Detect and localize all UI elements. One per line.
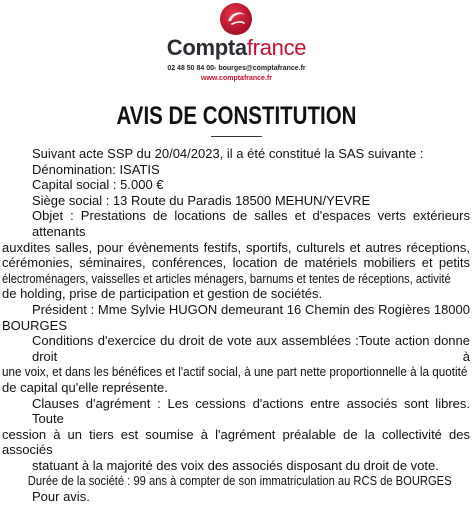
notice-line: BOURGES <box>2 317 68 333</box>
notice-line: Objet : Prestations de locations de salles et d'espaces verts extérieurs attenants <box>32 208 470 239</box>
notice-line: cession à un tiers est soumise à l'agrément préalable de la collectivité des associés <box>2 426 470 458</box>
notice-line: une voix, et dans les bénéfices et l'actif social, à une part nette proportionnelle à la quotité <box>2 364 468 380</box>
notice-line: Conditions d'exercice du droit de vote aux assemblées :Toute action donne droit à <box>32 333 470 364</box>
notice-line: statuant à la majorité des voix des associés disposant du droit de vote. <box>32 457 439 473</box>
notice-line: Durée de la société : 99 ans à compter de son immatriculation au RCS de BOURGES <box>27 473 452 489</box>
notice-line: cérémonies, séminaires, conférences, location de matériels mobiliers et petits <box>2 255 470 271</box>
notice-line: de capital qu'elle représente. <box>2 379 168 395</box>
notice-title: AVIS DE CONSTITUTION <box>116 102 357 130</box>
notice-line: Président : Mme Sylvie HUGON demeurant 16 Chemin des Rogières 18000 <box>32 301 470 317</box>
notice-line: Suivant acte SSP du 20/04/2023, il a été constitué la SAS suivante : <box>32 146 424 161</box>
brand-header <box>0 0 473 95</box>
comptafrance-logo-icon <box>219 2 253 36</box>
brand-name <box>0 36 473 60</box>
brand-website: www.comptafrance.fr <box>201 75 272 82</box>
notice-line: Siège social : 13 Route du Paradis 18500 MEHUN/YEVRE <box>32 192 371 208</box>
notice-line: Clauses d'agrément : Les cessions d'actions entre associés sont libres. Toute <box>32 395 470 427</box>
brand-contact: 02 48 50 84 00- bourges@comptafrance.fr <box>167 65 306 72</box>
brand-name-part2: france <box>246 35 307 60</box>
title-divider <box>211 136 262 137</box>
notice-line: Dénomination: ISATIS <box>32 161 160 177</box>
notice-line: auxdites salles, pour évènements festifs, sportifs, culturels et autres réceptions, <box>2 239 470 255</box>
notice-line: électroménagers, vaisselles et articles ménagers, barnums et tentes de réceptions, activité <box>2 270 451 286</box>
brand-name-part1: Compta <box>166 35 247 60</box>
notice-line: de holding, prise de participation et gestion de sociétés. <box>2 286 323 302</box>
notice-body <box>2 146 470 505</box>
notice-line: Pour avis. <box>32 489 90 505</box>
notice-line: Capital social : 5.000 € <box>32 177 164 193</box>
